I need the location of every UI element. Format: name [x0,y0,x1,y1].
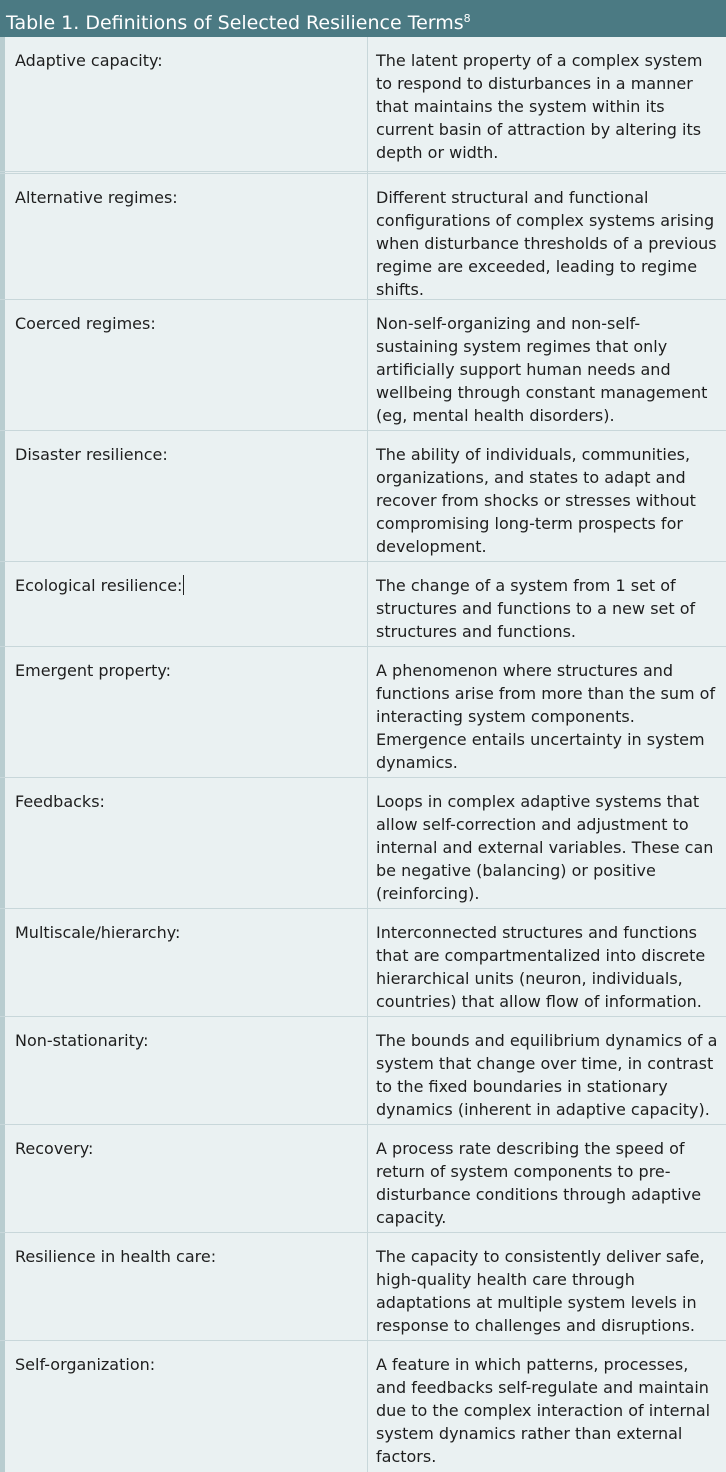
definition-cell: A process rate describing the speed of return of system components to pre-disturbance conditions through adaptive capacity. [376,1139,702,1227]
definition-cell: The change of a system from 1 set of structures and functions to a new set of structures and functions. [376,576,696,641]
table-row [0,37,726,174]
definition-cell: The latent property of a complex system to respond to disturbances in a manner that maintains the system within its current basin of attraction by altering its depth or width. [376,51,703,162]
term-cell: Recovery: [15,1139,94,1158]
term-cell[interactable] [15,574,184,597]
term-cell: Resilience in health care: [15,1247,217,1266]
table-title-text: Table 1. Definitions of Selected Resilience Terms [6,12,464,34]
table-row [0,431,726,562]
definition-cell: Different structural and functional configurations of complex systems arising when disturbance thresholds of a previous regime are exceeded, leading to regime shifts. [376,188,717,299]
definition-cell: The capacity to consistently deliver safe, high-quality health care through adaptations at multiple system levels in response to challenges and disruptions. [376,1247,705,1335]
table-row [0,174,726,300]
table-row [0,562,726,647]
definition-cell: The ability of individuals, communities, organizations, and states to adapt and recover from shocks or stresses without compromising long-term prospects for development. [376,445,696,556]
term-cell: Emergent property: [15,661,172,680]
table-row [0,909,726,1017]
table-row [0,1017,726,1125]
definitions-table [0,37,726,1472]
term-cell: Non-stationarity: [15,1031,149,1050]
text-cursor [183,575,184,595]
term-cell: Alternative regimes: [15,188,178,207]
table-row [0,300,726,431]
table-row [0,1341,726,1472]
term-cell: Disaster resilience: [15,445,168,464]
term-cell: Multiscale/hierarchy: [15,923,181,942]
definition-cell: Non-self-organizing and non-self-sustaining system regimes that only artificially support human needs and wellbeing through constant management (eg, mental health disorders). [376,314,708,425]
table-row [0,778,726,909]
term-cell: Coerced regimes: [15,314,156,333]
definition-cell: Interconnected structures and functions that are compartmentalized into discrete hierarchical units (neuron, individuals, countries) that allow flow of information. [376,923,706,1011]
definition-cell: A feature in which patterns, processes, and feedbacks self-regulate and maintain due to the complex interaction of internal system dynamics rather than external factors. [376,1355,711,1466]
definition-cell: The bounds and equilibrium dynamics of a system that change over time, in contrast to the fixed boundaries in stationary dynamics (inherent in adaptive capacity). [376,1031,718,1119]
term-text: Ecological resilience: [15,576,183,595]
term-cell: Feedbacks: [15,792,105,811]
table-row [0,1125,726,1233]
table-row [0,1233,726,1341]
table-title [0,0,726,37]
title-footnote-ref: 8 [463,12,471,25]
term-cell: Adaptive capacity: [15,51,163,70]
table-row [0,647,726,778]
definition-cell: Loops in complex adaptive systems that allow self-correction and adjustment to internal and external variables. These can be negative (balancing) or positive (reinforcing). [376,792,714,903]
definition-cell: A phenomenon where structures and functions arise from more than the sum of interacting system components. Emergence entails uncertainty in system dynamics. [376,661,716,772]
term-cell: Self-organization: [15,1355,156,1374]
